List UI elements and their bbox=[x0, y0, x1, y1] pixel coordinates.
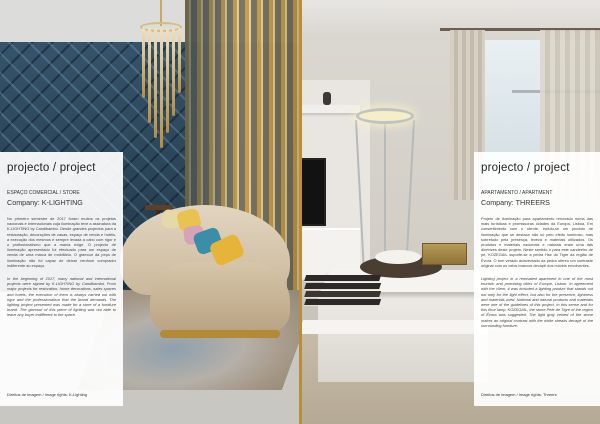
project-label: ESPAÇO COMERCIAL / STORE bbox=[7, 190, 80, 196]
wall-shelf bbox=[300, 105, 360, 113]
body-text-en: Lighting project in a renovated apartment in one of the most touristic and promising cities of Europe, Lisbon. In agreement with the client, it was included a lighting product that stands out not only for the light effect, but also for the presence, lightness and materials used. National and natural products and materials were one of the guidelines of this project. In this sense and for this floor lamp, KOZEGAIL, the stone Pele de Tigre of the region of Évora was suggested. The light gray veined of the stone makes an original contrast with the white streaks decapê of the surrounding furniture. bbox=[481, 276, 593, 328]
image-credit: Direitos de imagem / Image rights: K-Lighting bbox=[7, 392, 88, 397]
gold-box bbox=[422, 243, 467, 265]
section-title: projecto / project bbox=[7, 162, 96, 174]
chandelier bbox=[140, 28, 184, 148]
body-text-pt: Projeto de iluminação para apartamento renovado numa das mais turísticas e promissoras cidades da Europa, Lisboa. Em consentimento com o cliente, incluiu-se um produto de iluminação que se destaca não só pelo efeito luminoso, mas sobretudo pela presença, leveza e materiais utilizados. Os produtos e materiais nacionais e naturais eram uma das diretrizes deste projeto. Neste sentido o para este candeeiro de pé, KOZEGAIL suporte-se a pedra Hse do Tigre da região de Évora. O tom verado acinzentado da pedra ofereu um contraste original com os velos brancos decapê dos móveis envolventes. bbox=[481, 216, 593, 268]
project-label: APARTAMENTO / APARTMENT bbox=[481, 190, 553, 196]
television bbox=[300, 158, 326, 226]
vase bbox=[323, 92, 331, 105]
page-gutter bbox=[299, 0, 302, 424]
section-title: projecto / project bbox=[481, 162, 570, 174]
left-text-panel bbox=[0, 152, 123, 406]
body-text-pt: No primeiro semestre de 2017 foram muitos os projetos nacionais e internacionais cuja iluminação teve a assinatura da K-LIGHTING by Candibambú. Desde grandes projectos para a restauração, decorações de casas, espaço de venda e hotéis, a execução dos mesmos é sempre levada a cabo com rigor e o profissionalismo que a marca exige. O projecto de iluminação apresentado foi efectuado para um espaço de venda de uma marca de mobiliário. O glamour da peça de iluminação não foi capaz de deixar nenhum comprador indiferente ao espaço. bbox=[7, 216, 116, 268]
right-text-panel bbox=[474, 152, 600, 406]
body-text-en: In the beginning of 2017, many national and international projects were signed by K-LIGHTING by Candibambú. From major projects for restoration, home decorations, sales spaces and hotels, the execution of them is always carried out with rigor and the professionalism that the brand demands. The lighting project presented was made for a store of a furniture brand. The glamour of this piece of lighting was not able to leave any buyer indifferent to the space. bbox=[7, 276, 116, 318]
company-name: Company: K-LIGHTING bbox=[7, 198, 83, 207]
floor-lamp bbox=[356, 108, 414, 124]
image-credit: Direitos de imagem / Image rights: Threers bbox=[481, 392, 557, 397]
book-stack bbox=[305, 275, 380, 317]
company-name: Company: THREERS bbox=[481, 198, 550, 207]
